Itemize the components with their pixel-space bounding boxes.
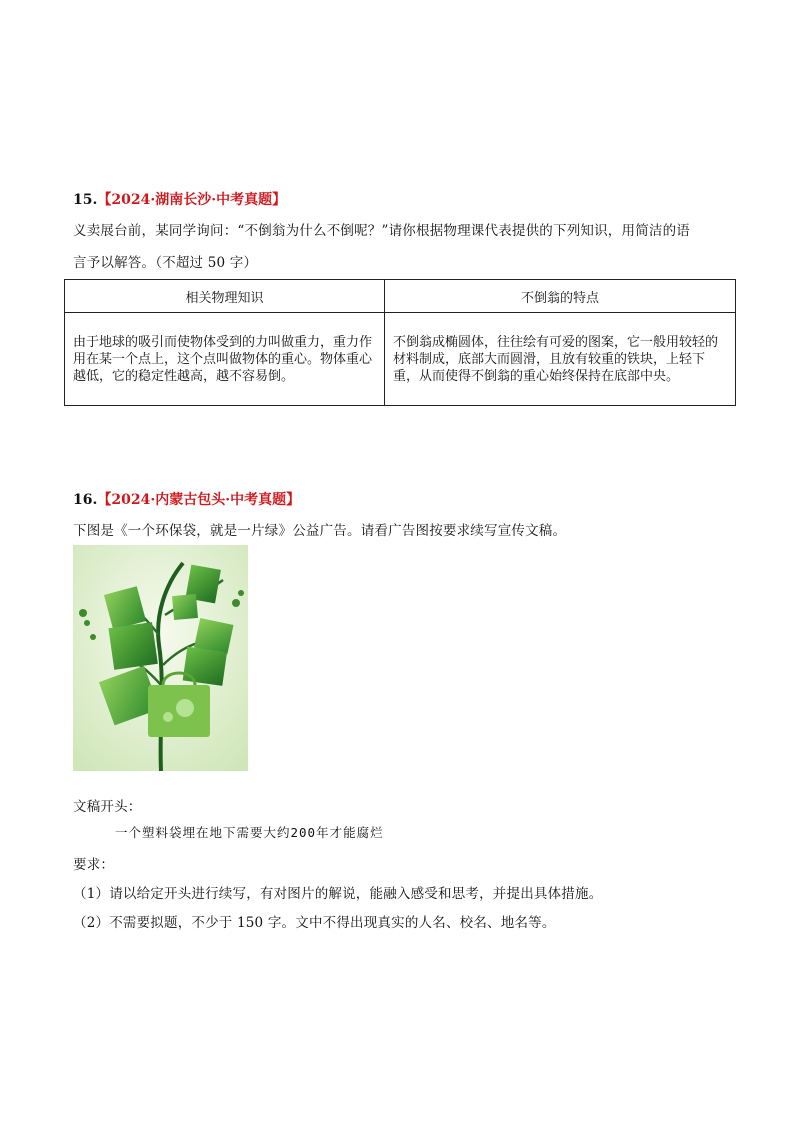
question-16-intro: 下图是《一个环保袋，就是一片绿》公益广告。请看广告图按要求续写宣传文稿。: [73, 523, 567, 539]
opening-text: 一个塑料袋埋在地下需要大约200年才能腐烂: [115, 825, 384, 840]
question-number: 15.: [73, 192, 98, 208]
question-15-heading: [73, 189, 286, 209]
question-16-heading: [73, 489, 300, 509]
question-source: 【2024·内蒙古包头·中考真题】: [97, 492, 301, 508]
table-header-features: 不倒翁的特点: [385, 280, 736, 313]
table-cell-features: 不倒翁成椭圆体，往往绘有可爱的图案，它一般用较轻的材料制成，底部大而圆滑，且放有较重的铁块，上轻下重，从而使得不倒翁的重心始终保持在底部中央。: [385, 313, 736, 406]
table-header-knowledge: 相关物理知识: [65, 280, 385, 313]
eco-bag-plant-illustration: [73, 545, 248, 771]
requirement-2: （2）不需要拟题，不少于 150 字。文中不得出现真实的人名、校名、地名等。: [73, 915, 556, 931]
requirement-1: （1）请以给定开头进行续写，有对图片的解说，能融入感受和思考，并提出具体措施。: [73, 886, 603, 902]
table-cell-knowledge: 由于地球的吸引而使物体受到的力叫做重力，重力作用在某一个点上，这个点叫做物体的重心。物体重心越低，它的稳定性越高，越不容易倒。: [65, 313, 385, 406]
requirements-label: 要求：: [73, 857, 115, 873]
question-source: 【2024·湖南长沙·中考真题】: [97, 192, 287, 208]
opening-label: 文稿开头：: [73, 799, 142, 815]
question-15-text-line-1: 义卖展台前，某同学询问：“不倒翁为什么不倒呢？”请你根据物理课代表提供的下列知识，用简洁的语: [73, 223, 691, 239]
question-15-text-line-2: 言予以解答。（不超过 50 字）: [73, 255, 258, 271]
physics-knowledge-table: [64, 279, 736, 406]
question-number: 16.: [73, 492, 98, 508]
